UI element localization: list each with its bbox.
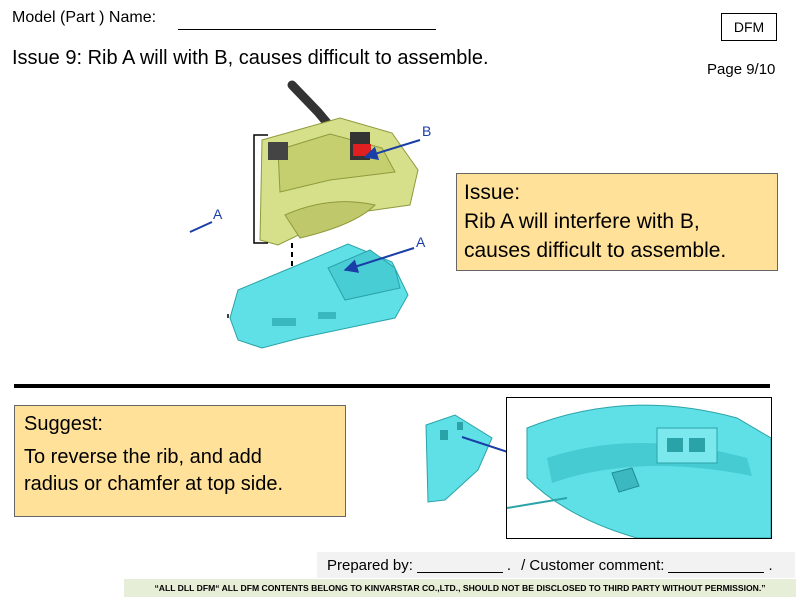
detail-photo-illustration <box>507 398 771 538</box>
page-number: Page 9/10 <box>707 61 776 78</box>
suggest-callout-box <box>14 405 346 517</box>
cyan-cover-illustration <box>230 244 408 348</box>
suggest-callout-line: radius or chamfer at top side. <box>24 473 284 495</box>
prepared-by-period: . <box>506 556 512 574</box>
customer-comment-field[interactable] <box>668 558 764 573</box>
suggest-callout-line: To reverse the rib, and add <box>24 446 262 468</box>
suggest-callout-heading: Suggest: <box>24 413 103 435</box>
suggest-small-part-illustration <box>426 415 492 502</box>
confidentiality-notice: “ALL DLL DFM“ ALL DFM CONTENTS BELONG TO KINVARSTAR CO.,LTD., SHOULD NOT BE DISCLOSED TO THIRD PARTY WITHOUT PERMISSION.” <box>124 579 796 597</box>
dfm-badge: DFM <box>721 13 777 41</box>
customer-comment-label: / Customer comment: <box>521 556 665 574</box>
model-name-label: Model (Part ) Name: <box>12 9 157 26</box>
label-b: B <box>422 123 432 139</box>
issue-title: Issue 9: Rib A will with B, causes difficult to assemble. <box>12 47 489 69</box>
prepared-by-label: Prepared by: <box>327 556 413 574</box>
issue-callout-line: causes difficult to assemble. <box>464 239 727 262</box>
rib-b-highlight <box>353 144 371 156</box>
customer-comment-period: . <box>768 556 773 574</box>
issue-callout-box <box>456 173 778 271</box>
issue-callout-heading: Issue: <box>464 181 521 204</box>
label-a-right: A <box>416 234 426 250</box>
prepared-by-bar <box>317 552 795 578</box>
suggest-callout-text <box>15 436 345 498</box>
issue-callout-line: Rib A will interfere with B, <box>464 210 700 233</box>
leader-line-a <box>190 222 212 232</box>
green-housing-illustration <box>260 118 418 245</box>
cable-illustration <box>292 85 328 124</box>
detail-photo-frame <box>506 397 772 539</box>
label-a-left: A <box>213 206 223 222</box>
prepared-by-field[interactable] <box>417 558 503 573</box>
section-divider <box>14 384 770 388</box>
